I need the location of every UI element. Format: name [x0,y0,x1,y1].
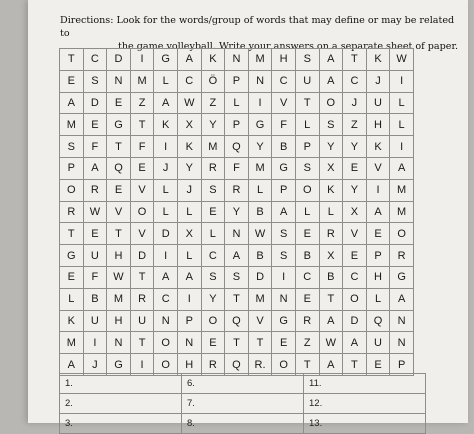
answer-cell[interactable]: 12. [304,394,426,414]
grid-cell: G [390,266,414,288]
grid-cell: C [201,245,225,267]
grid-cell: F [225,157,249,179]
grid-cell: A [390,157,414,179]
grid-cell: T [319,288,343,310]
grid-cell: L [177,201,201,223]
grid-cell: N [107,332,131,354]
grid-cell: H [107,310,131,332]
grid-cell: F [130,136,154,158]
grid-cell: A [390,288,414,310]
grid-cell: N [390,310,414,332]
grid-cell: D [248,266,272,288]
grid-cell: L [225,92,249,114]
grid-cell: E [201,332,225,354]
grid-cell: R [390,245,414,267]
grid-cell: O [201,310,225,332]
grid-cell: E [83,223,107,245]
grid-cell: A [272,201,296,223]
grid-cell: O [130,201,154,223]
grid-cell: M [248,288,272,310]
grid-cell: T [225,332,249,354]
grid-cell: E [130,157,154,179]
grid-cell: S [272,223,296,245]
grid-cell: P [225,114,249,136]
grid-cell: F [83,136,107,158]
grid-cell: U [366,92,390,114]
grid-cell: T [107,223,131,245]
grid-cell: Y [319,136,343,158]
directions-line-2: the game volleyball. Write your answers on a separate sheet of paper. [118,41,459,52]
grid-cell: H [272,49,296,71]
grid-cell: A [83,157,107,179]
grid-cell: T [295,354,319,376]
grid-cell: O [343,288,367,310]
grid-cell: L [295,201,319,223]
grid-cell: M [130,70,154,92]
grid-cell: F [83,266,107,288]
answer-row [60,374,426,394]
grid-cell: B [319,266,343,288]
grid-cell: B [83,288,107,310]
word-search-grid [59,48,414,376]
grid-cell: L [60,288,84,310]
grid-cell: M [390,201,414,223]
grid-cell: L [201,223,225,245]
grid-cell: L [319,201,343,223]
grid-cell: Z [295,332,319,354]
grid-cell: M [201,136,225,158]
answer-cell[interactable]: 8. [182,414,304,434]
answer-cell[interactable]: 3. [60,414,182,434]
grid-cell: O [154,332,178,354]
grid-cell: Ö [201,70,225,92]
grid-cell: I [390,70,414,92]
grid-cell: H [366,266,390,288]
grid-cell: X [343,201,367,223]
grid-cell: I [130,354,154,376]
grid-row [60,266,414,288]
grid-cell: U [130,310,154,332]
answer-row [60,394,426,414]
grid-cell: C [295,266,319,288]
grid-cell: S [225,266,249,288]
grid-cell: M [248,49,272,71]
grid-cell: T [343,354,367,376]
grid-cell: O [272,354,296,376]
grid-cell: Y [343,179,367,201]
grid-row [60,136,414,158]
grid-cell: S [295,157,319,179]
grid-cell: T [130,266,154,288]
grid-cell: W [248,223,272,245]
grid-cell: R [83,179,107,201]
grid-cell: E [60,266,84,288]
grid-cell: M [390,179,414,201]
grid-cell: X [319,245,343,267]
grid-cell: Q [366,310,390,332]
grid-cell: S [83,70,107,92]
answer-cell[interactable]: 13. [304,414,426,434]
grid-cell: P [272,179,296,201]
grid-cell: U [295,70,319,92]
grid-cell: E [295,288,319,310]
grid-cell: S [60,136,84,158]
grid-cell: Y [177,157,201,179]
grid-cell: Q [225,136,249,158]
answer-cell[interactable]: 7. [182,394,304,414]
grid-cell: L [295,114,319,136]
answer-cell[interactable]: 11. [304,374,426,394]
grid-cell: I [154,245,178,267]
answer-row [60,414,426,434]
grid-cell: E [295,223,319,245]
grid-cell: M [107,288,131,310]
grid-cell: B [272,136,296,158]
grid-cell: E [201,201,225,223]
grid-cell: S [295,49,319,71]
grid-cell: I [248,92,272,114]
grid-cell: I [177,288,201,310]
grid-cell: K [177,136,201,158]
grid-cell: R [319,223,343,245]
grid-cell: T [107,136,131,158]
grid-cell: O [319,92,343,114]
grid-cell: G [272,157,296,179]
grid-cell: P [177,310,201,332]
grid-cell: O [154,354,178,376]
grid-cell: Q [225,310,249,332]
grid-cell: J [177,179,201,201]
grid-cell: K [319,179,343,201]
grid-cell: C [272,70,296,92]
grid-cell: Y [225,201,249,223]
grid-cell: A [60,92,84,114]
grid-cell: R [225,179,249,201]
grid-cell: Y [201,288,225,310]
grid-cell: R [201,354,225,376]
grid-cell: T [225,288,249,310]
answer-cell[interactable]: 6. [182,374,304,394]
grid-cell: S [272,245,296,267]
grid-cell: C [177,70,201,92]
grid-cell: A [225,245,249,267]
grid-cell: T [60,49,84,71]
grid-cell: J [343,92,367,114]
grid-cell: M [60,332,84,354]
grid-cell: L [154,201,178,223]
grid-cell: D [343,310,367,332]
grid-cell: A [177,266,201,288]
grid-cell: A [319,49,343,71]
answer-cell[interactable]: 2. [60,394,182,414]
grid-cell: Y [343,136,367,158]
answer-cell[interactable]: 1. [60,374,182,394]
grid-cell: E [107,92,131,114]
grid-row [60,70,414,92]
grid-cell: P [60,157,84,179]
grid-cell: A [154,266,178,288]
grid-cell: G [248,114,272,136]
grid-cell: L [154,179,178,201]
grid-cell: A [343,332,367,354]
grid-cell: I [130,49,154,71]
grid-cell: B [295,245,319,267]
grid-cell: E [107,179,131,201]
grid-cell: K [154,114,178,136]
grid-cell: I [272,266,296,288]
answer-table [59,373,426,434]
grid-cell: E [60,70,84,92]
grid-cell: W [390,49,414,71]
grid-cell: B [248,245,272,267]
grid-cell: N [225,49,249,71]
grid-cell: N [154,310,178,332]
grid-cell: F [272,114,296,136]
grid-cell: W [319,332,343,354]
grid-row [60,49,414,71]
grid-cell: E [83,114,107,136]
grid-cell: X [319,157,343,179]
grid-cell: V [272,92,296,114]
grid-cell: A [319,70,343,92]
grid-cell: J [83,354,107,376]
grid-cell: A [154,92,178,114]
grid-cell: C [154,288,178,310]
grid-cell: W [177,92,201,114]
grid-cell: P [225,70,249,92]
grid-cell: V [248,310,272,332]
grid-cell: L [154,70,178,92]
grid-cell: N [177,332,201,354]
grid-cell: V [366,157,390,179]
grid-cell: X [177,223,201,245]
grid-cell: M [248,157,272,179]
grid-cell: E [272,332,296,354]
grid-cell: V [107,201,131,223]
grid-cell: U [83,310,107,332]
grid-cell: K [366,136,390,158]
grid-cell: E [366,354,390,376]
grid-cell: U [366,332,390,354]
grid-cell: G [107,354,131,376]
grid-cell: I [390,136,414,158]
grid-cell: H [177,354,201,376]
grid-cell: Z [343,114,367,136]
grid-row [60,332,414,354]
grid-cell: R [130,288,154,310]
grid-cell: Q [225,354,249,376]
grid-cell: D [107,49,131,71]
grid-cell: E [343,157,367,179]
grid-cell: K [60,310,84,332]
grid-cell: O [295,179,319,201]
grid-row [60,157,414,179]
grid-cell: N [390,332,414,354]
grid-cell: D [130,245,154,267]
grid-cell: N [272,288,296,310]
grid-cell: O [390,223,414,245]
grid-cell: D [83,92,107,114]
grid-cell: G [272,310,296,332]
grid-cell: R [201,157,225,179]
grid-cell: A [60,354,84,376]
grid-cell: R [295,310,319,332]
grid-cell: G [107,114,131,136]
grid-cell: I [366,179,390,201]
grid-cell: L [390,114,414,136]
grid-cell: T [295,92,319,114]
grid-cell: I [83,332,107,354]
grid-cell: N [107,70,131,92]
grid-cell: A [319,310,343,332]
grid-cell: T [343,49,367,71]
grid-cell: V [343,223,367,245]
grid-cell: O [60,179,84,201]
directions-line-1: Directions: Look for the words/group of words that may define or may be related to [60,15,455,39]
grid-cell: Z [130,92,154,114]
grid-cell: L [177,245,201,267]
grid-cell: J [366,70,390,92]
grid-cell: P [390,354,414,376]
grid-cell: J [154,157,178,179]
grid-cell: T [248,332,272,354]
grid-cell: G [154,49,178,71]
grid-cell: T [130,332,154,354]
grid-cell: L [248,179,272,201]
grid-cell: E [343,245,367,267]
grid-cell: Q [107,157,131,179]
grid-row [60,114,414,136]
grid-cell: N [225,223,249,245]
grid-cell: Y [248,136,272,158]
grid-cell: K [201,49,225,71]
grid-cell: W [107,266,131,288]
grid-cell: Y [201,114,225,136]
grid-cell: P [295,136,319,158]
grid-cell: U [83,245,107,267]
grid-cell: H [107,245,131,267]
grid-cell: C [83,49,107,71]
grid-cell: T [60,223,84,245]
grid-cell: D [154,223,178,245]
grid-cell: B [248,201,272,223]
grid-cell: X [177,114,201,136]
grid-cell: S [201,179,225,201]
grid-cell: P [366,245,390,267]
grid-row [60,201,414,223]
grid-row [60,288,414,310]
grid-cell: S [319,114,343,136]
grid-cell: R [60,201,84,223]
grid-cell: Z [201,92,225,114]
grid-cell: A [319,354,343,376]
grid-cell: V [130,223,154,245]
grid-cell: A [366,201,390,223]
grid-cell: E [366,223,390,245]
grid-row [60,92,414,114]
grid-row [60,223,414,245]
grid-cell: G [60,245,84,267]
grid-cell: I [154,136,178,158]
grid-cell: M [60,114,84,136]
grid-cell: V [130,179,154,201]
grid-cell: L [366,288,390,310]
grid-cell: A [177,49,201,71]
grid-cell: H [366,114,390,136]
grid-cell: C [343,266,367,288]
grid-cell: S [201,266,225,288]
grid-cell: K [366,49,390,71]
grid-cell: W [83,201,107,223]
grid-cell: N [248,70,272,92]
grid-cell: R. [248,354,272,376]
grid-cell: L [390,92,414,114]
grid-cell: C [343,70,367,92]
grid-cell: T [130,114,154,136]
grid-row [60,179,414,201]
grid-row [60,245,414,267]
grid-row [60,310,414,332]
